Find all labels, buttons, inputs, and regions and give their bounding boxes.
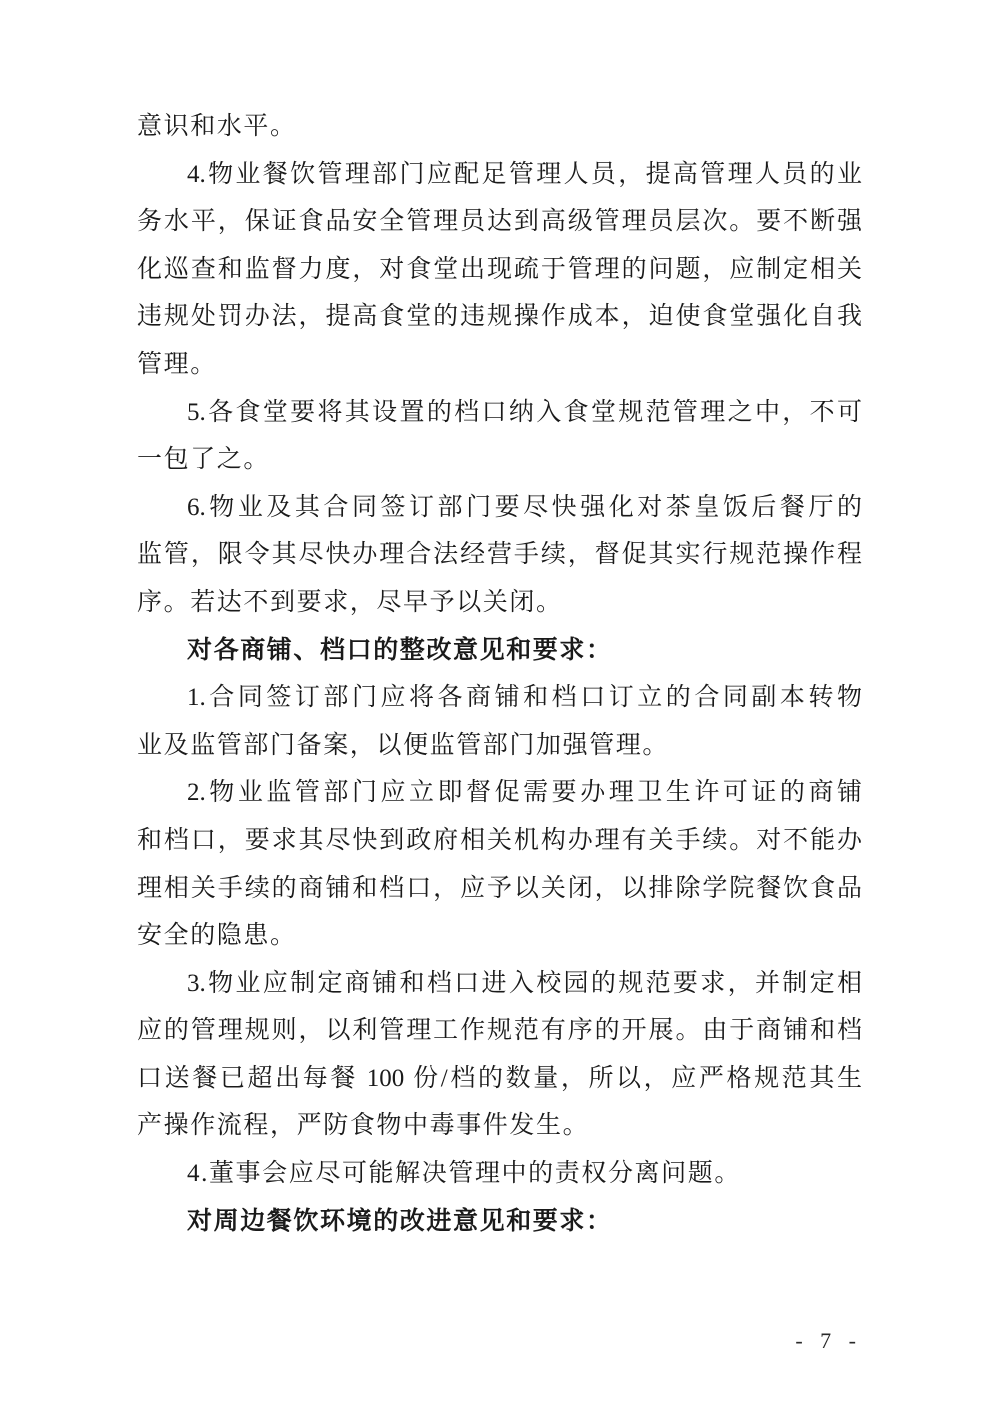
document-body	[137, 103, 862, 1245]
text-line: 监管，限令其尽快办理合法经营手续，督促其实行规范操作程	[137, 541, 862, 569]
section-heading: 对周边餐饮环境的改进意见和要求：	[187, 1207, 613, 1235]
text-line: 一包了之。	[137, 446, 271, 474]
page-footer	[795, 1328, 862, 1354]
page-number: - 7 -	[795, 1328, 862, 1353]
text-line: 3.物业应制定商铺和档口进入校园的规范要求，并制定相	[187, 969, 862, 997]
text-line: 序。若达不到要求，尽早予以关闭。	[137, 588, 563, 616]
section-heading: 对各商铺、档口的整改意见和要求：	[187, 636, 613, 664]
text-line: 和档口，要求其尽快到政府相关机构办理有关手续。对不能办	[137, 826, 862, 854]
text-line: 违规处罚办法，提高食堂的违规操作成本，迫使食堂强化自我	[137, 303, 862, 331]
text-line: 6.物业及其合同签订部门要尽快强化对茶皇饭后餐厅的	[187, 493, 862, 521]
text-line: 意识和水平。	[137, 113, 297, 140]
text-line: 管理。	[137, 350, 217, 378]
text-line: 2.物业监管部门应立即督促需要办理卫生许可证的商铺	[187, 779, 862, 807]
text-line: 化巡查和监督力度，对食堂出现疏于管理的问题，应制定相关	[137, 255, 862, 283]
text-line: 1.合同签订部门应将各商铺和档口订立的合同副本转物	[187, 684, 862, 712]
text-line: 5.各食堂要将其设置的档口纳入食堂规范管理之中，不可	[187, 398, 862, 426]
text-line: 应的管理规则，以利管理工作规范有序的开展。由于商铺和档	[137, 1017, 862, 1045]
text-line: 4.董事会应尽可能解决管理中的责权分离问题。	[187, 1160, 741, 1188]
text-line: 理相关手续的商铺和档口，应予以关闭，以排除学院餐饮食品	[137, 874, 862, 902]
text-line: 产操作流程，严防食物中毒事件发生。	[137, 1112, 590, 1140]
text-line: 安全的隐患。	[137, 922, 297, 950]
text-line: 业及监管部门备案，以便监管部门加强管理。	[137, 731, 670, 759]
text-line: 口送餐已超出每餐 100 份/档的数量，所以，应严格规范其生	[137, 1064, 862, 1092]
text-line: 务水平，保证食品安全管理员达到高级管理员层次。要不断强	[137, 208, 862, 236]
text-line: 4.物业餐饮管理部门应配足管理人员，提高管理人员的业	[187, 160, 862, 188]
